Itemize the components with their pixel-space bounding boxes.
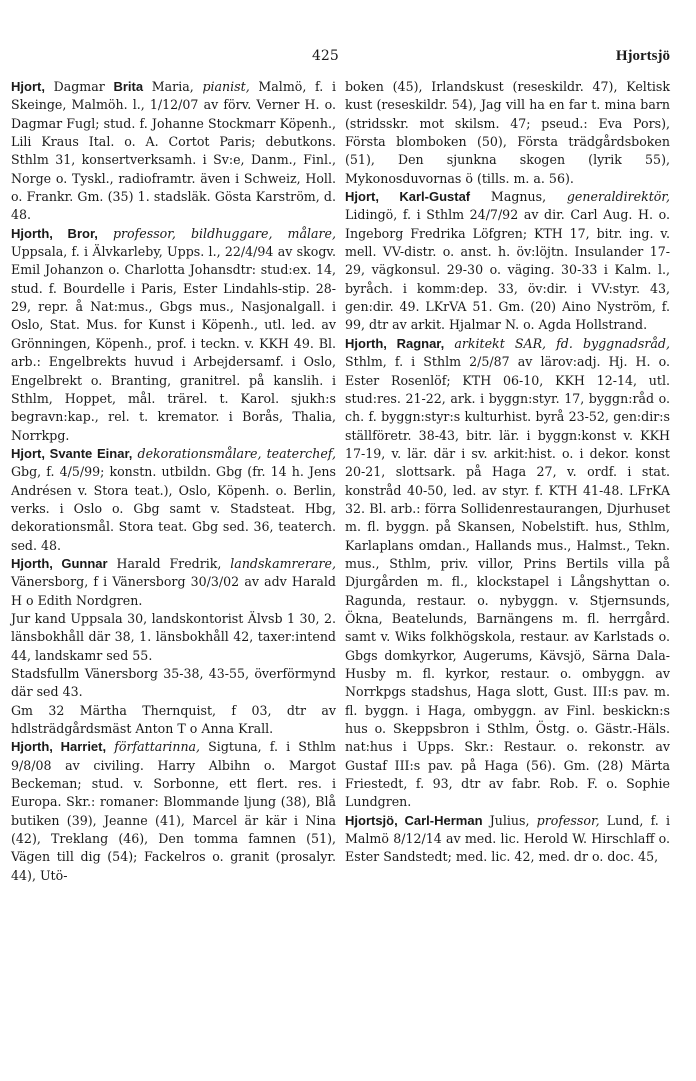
entry-hjorth-bror: Hjorth, Bror, professor, bildhuggare, målare, Uppsala, f. i Älvkarleby, Upps. l., 22/4/94 av skogv. Emil Johanzon o. Charlotta Johansdtr: stud:ex. 14, stud. f. Bourdelle i Paris, Ester Lindahls-stip. 28-29, repr. å Nat:mus., Gbgs mus., Nasjonalgall. i Oslo, Stat. Mus. for Kunst i Köpenh., utl. led. av Grönningen, Köpenh., prof. i teckn. v. KKH 49. Bl. arb.: Engelbrekts huvud i Arbejdersamf. i Oslo, Engelbrekt o. Branting, granitrel. på kanslih. i Sthlm, Hoppet, mål. trärel. t. Karol. sjukh:s begravn:kap., rel. t. kremator. i Borås, Thalia, Norrkpg. — [11, 225, 336, 443]
entry-hjorth-gunnar: Hjorth, Gunnar Harald Fredrik, landskamrerare, Vänersborg, f i Vänersborg 30/3/02 av adv Harald H o Edith Nordgren. — [11, 555, 337, 608]
entry-hjort-brita: Hjort, Dagmar Brita Maria, pianist, Malmö, f. i Skeinge, Malmöh. l., 1/12/07 av förv. Verner H. o. Dagmar Fugl; stud. f. Johanne Stockmarr Köpenh., Lili Kraus Ital. o. A. Cortot Paris; debutkons. Sthlm 31, konsertverksamh. i Sv:e, Danm., Finl., Norge o. Tyskl., radioframtr. även i Schweiz, Holl. o. Frankr. Gm. (35) 1. stadsläk. Gösta Karström, d. 48. — [11, 79, 336, 223]
entry-hjorth-ragnar: Hjorth, Ragnar, arkitekt SAR, fd. byggnadsråd, Sthlm, f. i Sthlm 2/5/87 av lärov:adj. Hj. H. o. Ester Rosenlöf; KTH 06-10, KKH 12-14, utl. stud:res. 21-22, ark. i byggn:styr. 17, byggn:råd o. ch. f. byggn:styr:s kulturhist. byrå 23-52, gen:dir:s ställföretr. 38-43, bitr. lär. i byggn:konst v. KKH 17-19, v. lär. där i sv. arkit:hist. o. i dekor. konst 20-21, slottsark. på Haga 27, v. ordf. i stat. konstråd 40-50, led. av styr. f. KTH 41-48. LFrKA 32. Bl. arb.: förra Sollidenrestaurangen, Djurhuset m. fl. byggn. på Skansen, Nobelstift. hus, Sthlm, Karlaplans omdan., Hallands mus., Halmst., Tekn. mus., Sthlm, priv. villor, Prins Bertils villa på Djurgården m. fl., klockstapel i Långshyttan o. Ragunda, restaur. o. nybyggn. v. Stjernsunds, Ökna, Beatelunds, Barnängens m. fl. herrgård. samt v. Wiks folkhögskola, restaur. av Karlstads o. Gbgs domkyrkor, Augerums, Kävsjö, Särna Dala-Husby m. fl. kyrkor, restaur. o. ombyggn. av Norrkpgs stadshus, Haga slott, Gust. III:s pav. m. fl. byggn. i Haga, ombyggn. av Finl. beskickn:s hus o. Skeppsbron i Sthlm, Östg. o. Gästr.-Häls. nat:hus i Upps. Skr.: Restaur. o. rekonstr. av Gustaf III:s pav. på Haga (56). Gm. (28) Märta Friestedt, f. 93, dtr av fabr. Rob. F. o. Sophie Lundgren. — [345, 335, 670, 810]
entry-hjortsjo-carl-herman: Hjortsjö, Carl-Herman Julius, professor, Lund, f. i Malmö 8/12/14 av med. lic. Herold W. Hirschlaff o. Ester Sandstedt; med. lic. 42, med. dr o. doc. 45, — [345, 812, 670, 865]
running-head: Hjortsjö — [615, 48, 670, 64]
paragraph: Gm 32 Märtha Thernquist, f 03, dtr av hdlsträdgårdsmäst Anton T o Anna Krall. — [11, 702, 336, 737]
page-number: 425 — [312, 48, 339, 64]
page-header — [0, 48, 696, 72]
right-column — [345, 78, 670, 867]
entry-hjort-karl-gustaf: Hjort, Karl-Gustaf Magnus, generaldirektör, Lidingö, f. i Sthlm 24/7/92 av dir. Carl Aug. H. o. Ingeborg Fredrika Löfgren; KTH 17, bitr. ing. v. mell. VV-distr. o. anst. h. öv:löjtn. Insulander 17-29, vägkonsul. 29-30 o. väging. 30-33 i Kalm. l., byråch. i komm:dep. 33, öv:dir. i VV:styr. 43, gen:dir. 49. LKrVA 51. Gm. (20) Aino Nyström, f. 99, dtr av arkit. Hjalmar N. o. Agda Hollstrand. — [345, 189, 670, 333]
paragraph: boken (45), Irlandskust (reseskildr. 47), Keltisk kust (reseskildr. 54), Jag vill ha en far t. mina barn (stridsskr. mot skilsm. 47; pseud.: Eva Pors), Första blomboken (50), Första trädgårdsboken (51), Den sjunkna skogen (lyrik 55), Mykonosduvornas ö (tills. m. a. 56). — [345, 79, 670, 186]
left-column — [11, 78, 336, 885]
paragraph: Stadsfullm Vänersborg 35-38, 43-55, överförmynd där sed 43. — [11, 666, 336, 700]
entry-hjorth-harriet: Hjorth, Harriet, författarinna, Sigtuna, f. i Sthlm 9/8/08 av civiling. Harry Albihn o. Margot Beckeman; stud. v. Sorbonne, ett flert. res. i Europa. Skr.: romaner: Blommande ljung (38), Blå butiken (39), Jeanne (41), Marcel är kär i Nina (42), Treklang (46), Den tomma famnen (51), Vägen till dig (54); Fackelros o. granit (prosalyr. 44), Utö- — [11, 739, 336, 883]
paragraph: Jur kand Uppsala 30, landskontorist Älvsb 1 30, 2. länsbokhåll där 38, 1. länsbokhåll 42, taxer:intend 44, landskamr sed 55. — [11, 610, 336, 663]
entry-hjort-svante: Hjort, Svante Einar, dekorationsmålare, teaterchef, Gbg, f. 4/5/99; konstn. utbildn. Gbg (fr. 14 h. Jens Andrésen v. Stora teat.), Oslo, Köpenh. o. Berlin, verks. i Oslo o. Gbg samt v. Stadsteat. Hbg, dekorationsmål. Stora teat. Gbg sed. 36, teaterch. sed. 48. — [11, 445, 336, 553]
